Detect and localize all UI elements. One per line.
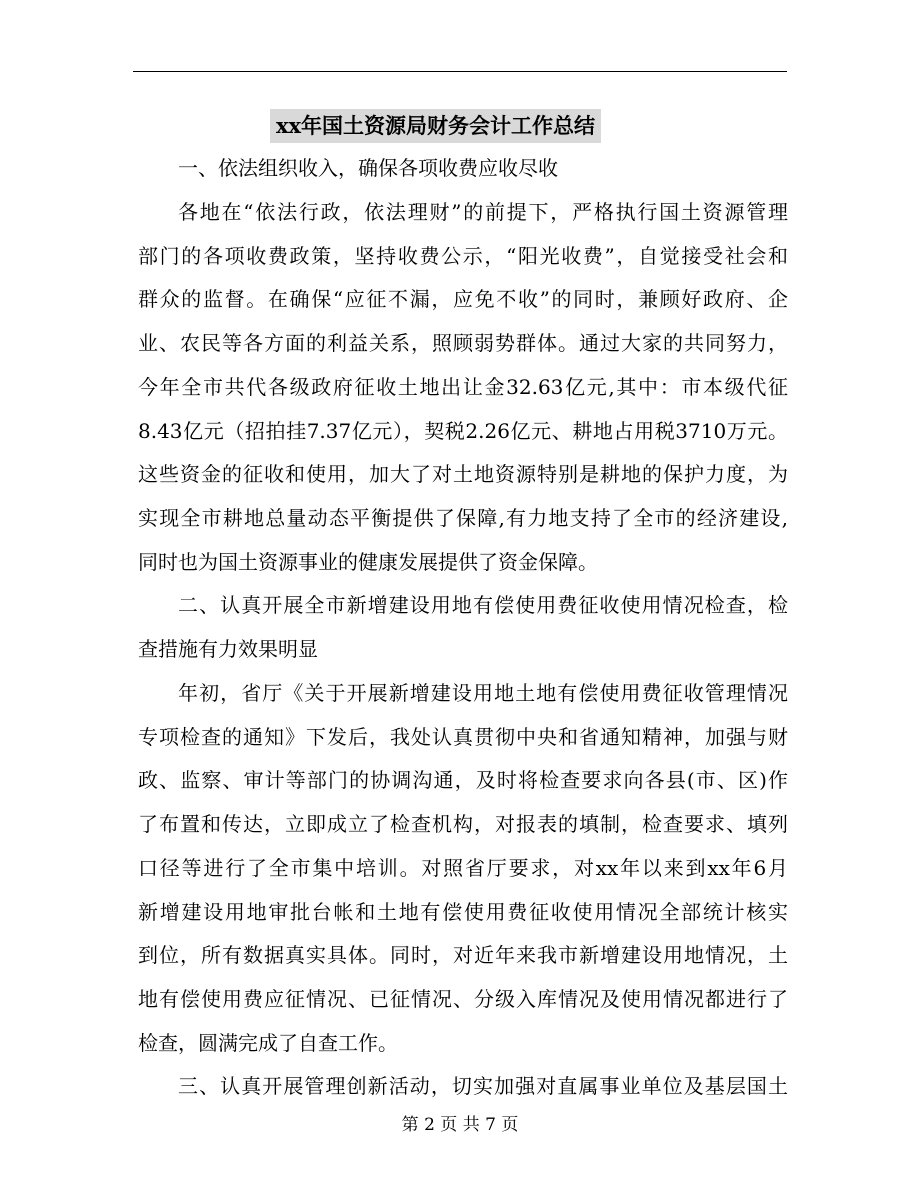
body-line: 政、监察、审计等部门的协调沟通，及时将检查要求向各县(市、区)作 (138, 768, 788, 792)
body-line: 业、农民等各方面的利益关系，照顾弱势群体。通过大家的共同努力， (138, 331, 788, 355)
body-line: 检查，圆满完成了自查工作。 (138, 1031, 398, 1055)
body-line: 同时也为国土资源事业的健康发展提供了资金保障。 (138, 550, 598, 574)
body-line: 各地在“依法行政，依法理财”的前提下，严格执行国土资源管理 (178, 200, 788, 224)
body-line: 到位，所有数据真实具体。同时，对近年来我市新增建设用地情况，土 (138, 943, 788, 967)
section-heading-3: 三、认真开展管理创新活动，切实加强对直属事业单位及基层国土 (178, 1074, 788, 1098)
header-rule (133, 71, 787, 72)
body-line: 这些资金的征收和使用，加大了对土地资源特别是耕地的保护力度，为 (138, 462, 788, 486)
body-line: 了布置和传达，立即成立了检查机构，对报表的填制，检查要求、填列 (138, 812, 788, 836)
section-heading-1: 一、依法组织收入，确保各项收费应收尽收 (178, 156, 558, 180)
body-line: 年初，省厅《关于开展新增建设用地土地有偿使用费征收管理情况 (178, 681, 788, 705)
body-line: 今年全市共代各级政府征收土地出让金32.63亿元,其中：市本级代征 (138, 375, 788, 399)
body-line: 地有偿使用费应征情况、已征情况、分级入库情况及使用情况都进行了 (138, 987, 788, 1011)
body-line: 专项检查的通知》下发后，我处认真贯彻中央和省通知精神，加强与财 (138, 725, 788, 749)
document-title: xx年国土资源局财务会计工作总结 (270, 109, 601, 143)
body-line: 实现全市耕地总量动态平衡提供了保障,有力地支持了全市的经济建设, (138, 506, 788, 530)
body-line: 8.43亿元（招拍挂7.37亿元），契税2.26亿元、耕地占用税3710万元。 (138, 419, 788, 443)
section-heading-2-cont: 查措施有力效果明显 (138, 637, 318, 661)
body-line: 新增建设用地审批台帐和土地有偿使用费征收使用情况全部统计核实 (138, 900, 788, 924)
body-line: 口径等进行了全市集中培训。对照省厅要求，对xx年以来到xx年6月 (138, 856, 788, 880)
body-line: 部门的各项收费政策，坚持收费公示，“阳光收费”，自觉接受社会和 (138, 244, 788, 268)
page-footer: 第 2 页 共 7 页 (401, 1115, 519, 1135)
body-line: 群众的监督。在确保“应征不漏，应免不收”的同时，兼顾好政府、企 (138, 287, 788, 311)
section-heading-2: 二、认真开展全市新增建设用地有偿使用费征收使用情况检查，检 (178, 593, 788, 617)
